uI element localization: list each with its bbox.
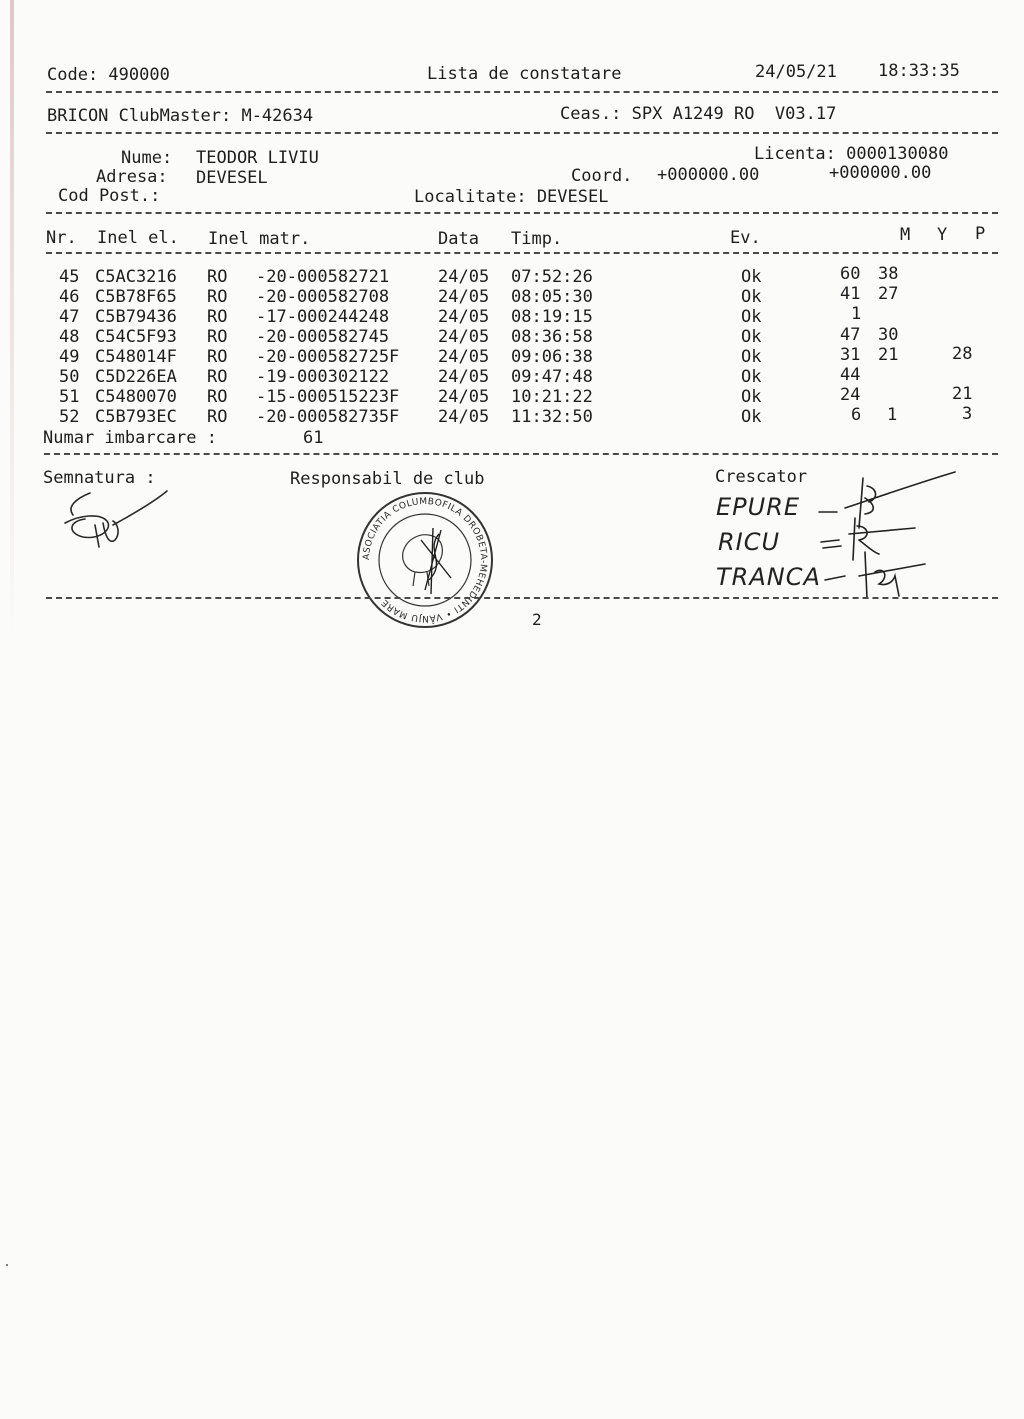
cell-m: 44 xyxy=(840,365,861,385)
divider xyxy=(46,91,998,93)
table-row xyxy=(0,327,1000,347)
divider xyxy=(44,453,998,455)
document-title: Lista de constatare xyxy=(427,64,622,84)
cell-p: 21 xyxy=(952,384,973,404)
cell-ev: Ok xyxy=(741,307,762,327)
cell-time: 08:05:30 xyxy=(511,287,593,307)
cell-ev: Ok xyxy=(741,267,762,287)
cell-time: 10:21:22 xyxy=(511,387,593,407)
cell-inel-matr: -20-000582735F xyxy=(256,407,400,427)
owner-signature xyxy=(55,485,175,560)
paper-speck xyxy=(6,1264,8,1266)
col-y: Y xyxy=(937,225,948,245)
cell-inel-el: C5D226EA xyxy=(95,367,177,387)
cell-nr: 51 xyxy=(59,387,80,407)
cell-y: 27 xyxy=(878,284,899,304)
cell-date: 24/05 xyxy=(438,327,490,347)
cell-y: 38 xyxy=(878,264,899,284)
divider xyxy=(46,132,998,134)
cell-date: 24/05 xyxy=(438,407,490,427)
cell-time: 09:47:48 xyxy=(511,367,593,387)
cell-country: RO xyxy=(207,287,228,307)
col-p: P xyxy=(975,224,986,244)
boarding-label: Numar imbarcare : xyxy=(43,428,217,448)
col-nr: Nr. xyxy=(46,228,77,248)
cell-y: 21 xyxy=(878,345,899,365)
owner-name: TEODOR LIVIU xyxy=(196,148,319,168)
col-inel-el: Inel el. xyxy=(97,228,179,248)
cell-inel-el: C54C5F93 xyxy=(95,327,177,347)
cell-m: 1 xyxy=(851,304,862,324)
cell-time: 07:52:26 xyxy=(511,267,593,287)
breeder-label: Crescator xyxy=(715,467,808,487)
col-data: Data xyxy=(438,229,479,249)
cell-ev: Ok xyxy=(741,387,762,407)
cell-nr: 49 xyxy=(59,347,80,367)
club-master-id: BRICON ClubMaster: M-42634 xyxy=(47,106,314,126)
cell-p: 28 xyxy=(952,344,973,364)
cell-time: 08:36:58 xyxy=(511,327,593,347)
cell-inel-matr: -19-000302122 xyxy=(256,367,390,387)
col-timp: Timp. xyxy=(511,229,563,249)
cell-nr: 45 xyxy=(59,267,80,287)
cell-nr: 48 xyxy=(59,327,80,347)
cell-inel-matr: -15-000515223F xyxy=(256,387,400,407)
cell-inel-el: C5AC3216 xyxy=(95,267,177,287)
cell-country: RO xyxy=(207,407,228,427)
cell-time: 11:32:50 xyxy=(511,407,593,427)
address-label: Adresa: xyxy=(96,167,168,187)
table-row xyxy=(0,304,1000,327)
cell-m: 41 xyxy=(840,284,861,304)
divider xyxy=(46,252,998,254)
cell-nr: 52 xyxy=(59,407,80,427)
stamp-text: ASOCIATIA COLUMBOFILA DROBETA-MEHEDINTI • VÂNJU MARE xyxy=(361,496,489,624)
coord-label: Coord. xyxy=(571,166,633,186)
table-row xyxy=(0,344,1000,367)
cell-ev: Ok xyxy=(741,287,762,307)
breeder-name-1: EPURE xyxy=(716,493,801,521)
cell-inel-el: C5B79436 xyxy=(95,307,177,327)
cell-inel-matr: -20-000582721 xyxy=(256,267,390,287)
cell-p: 3 xyxy=(962,404,973,424)
cell-inel-el: C5B78F65 xyxy=(95,287,177,307)
cell-inel-el: C548014F xyxy=(95,347,177,367)
cell-ev: Ok xyxy=(741,347,762,367)
breeder-name-2: RICU xyxy=(718,528,781,556)
cell-inel-el: C5B793EC xyxy=(95,407,177,427)
divider xyxy=(46,212,998,214)
club-responsible-label: Responsabil de club xyxy=(290,469,485,489)
cell-country: RO xyxy=(207,307,228,327)
divider xyxy=(46,597,998,599)
cell-date: 24/05 xyxy=(438,307,490,327)
cell-inel-matr: -20-000582725F xyxy=(256,347,400,367)
cell-date: 24/05 xyxy=(438,387,490,407)
page-number: 2 xyxy=(532,610,542,629)
table-row xyxy=(0,367,1000,387)
cell-nr: 47 xyxy=(59,307,80,327)
cell-m: 60 xyxy=(840,264,861,284)
boarding-count: 61 xyxy=(303,428,324,448)
cell-country: RO xyxy=(207,267,228,287)
table-row xyxy=(0,384,1000,407)
postal-code-label: Cod Post.: xyxy=(58,186,161,206)
breeder-name-3: TRANCA xyxy=(716,563,821,591)
col-m: M xyxy=(900,225,911,245)
cell-y: 30 xyxy=(878,325,899,345)
cell-time: 09:06:38 xyxy=(511,347,593,367)
print-time: 18:33:35 xyxy=(878,61,960,81)
clock-id: Ceas.: SPX A1249 RO V03.17 xyxy=(560,104,837,124)
code-label: Code: 490000 xyxy=(47,65,170,85)
club-stamp xyxy=(355,490,495,630)
cell-m: 24 xyxy=(840,385,861,405)
cell-inel-matr: -20-000582745 xyxy=(256,327,390,347)
breeder-signatures xyxy=(815,468,965,608)
cell-nr: 46 xyxy=(59,287,80,307)
cell-ev: Ok xyxy=(741,327,762,347)
cell-inel-matr: -17-000244248 xyxy=(256,307,390,327)
cell-date: 24/05 xyxy=(438,267,490,287)
owner-address: DEVESEL xyxy=(196,168,268,188)
cell-inel-matr: -20-000582708 xyxy=(256,287,390,307)
name-label: Nume: xyxy=(121,148,173,168)
table-row xyxy=(0,404,1000,427)
cell-y: 1 xyxy=(887,405,898,425)
cell-country: RO xyxy=(207,347,228,367)
license-number: Licenta: 0000130080 xyxy=(754,144,949,164)
cell-nr: 50 xyxy=(59,367,80,387)
table-row xyxy=(0,284,1000,307)
cell-country: RO xyxy=(207,367,228,387)
cell-date: 24/05 xyxy=(438,367,490,387)
cell-time: 08:19:15 xyxy=(511,307,593,327)
locality: Localitate: DEVESEL xyxy=(414,187,609,207)
cell-ev: Ok xyxy=(741,367,762,387)
cell-date: 24/05 xyxy=(438,287,490,307)
cell-date: 24/05 xyxy=(438,347,490,367)
print-date: 24/05/21 xyxy=(755,62,837,82)
cell-country: RO xyxy=(207,327,228,347)
cell-inel-el: C5480070 xyxy=(95,387,177,407)
signature-label: Semnatura : xyxy=(43,468,156,488)
col-inel-matr: Inel matr. xyxy=(208,229,311,249)
coord-x: +000000.00 xyxy=(657,165,760,185)
cell-m: 47 xyxy=(840,325,861,345)
col-ev: Ev. xyxy=(730,228,761,248)
cell-country: RO xyxy=(207,387,228,407)
cell-ev: Ok xyxy=(741,407,762,427)
cell-m: 31 xyxy=(840,345,861,365)
coord-y: +000000.00 xyxy=(829,163,932,183)
cell-m: 6 xyxy=(851,405,862,425)
